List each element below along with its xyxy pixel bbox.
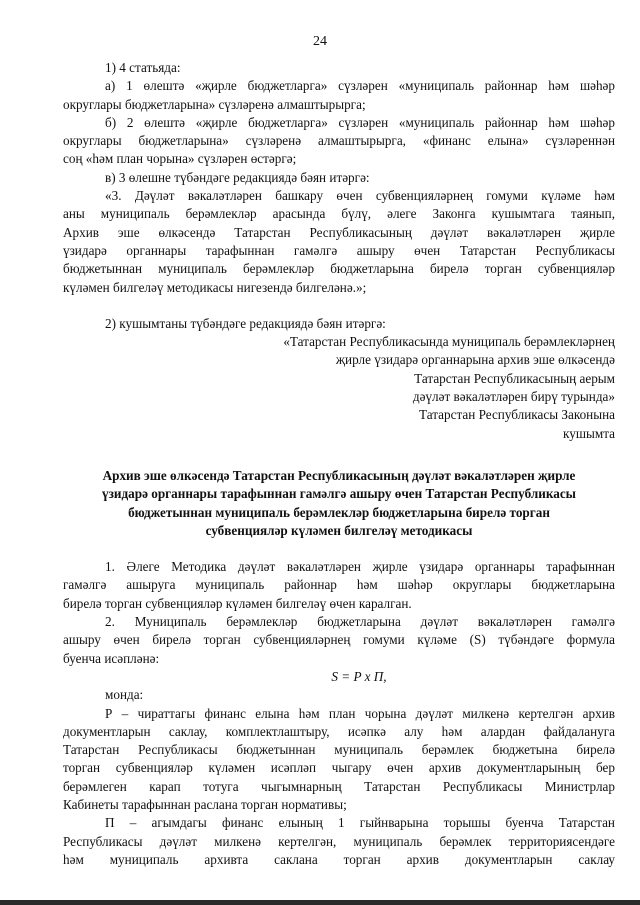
title-line: үзидарә органнары тарафыннан гамәлгә ашыру өчен Татарстан Республикасы [102, 486, 576, 502]
paragraph: 2. Муниципаль берәмлекләр бюджетларына дәүләт вәкаләтләрен гамәлгә [105, 614, 615, 630]
quote-line: күләмен билгеләү методикасы нигезендә билгеләнә.»; [63, 279, 367, 295]
paragraph: в) 3 өлешне түбәндәге редакциядә бәян итәргә: [105, 169, 370, 185]
definition-line: Республикасы дәүләт милкенә кертелгән, муниципаль берәмлек территориясендәге [63, 833, 615, 849]
scan-edge-bar [0, 900, 640, 905]
annex-line: Татарстан Республикасы Законына [419, 407, 615, 423]
annex-header [63, 333, 615, 443]
definition-line: Татарстан Республикасы бюджетыннан муниципаль берәмлек бюджетына бирелә [63, 742, 615, 758]
definition-line: документларын саклау, комплектлаштыру, исәпкә алу һәм алардан файдалануга [63, 723, 615, 739]
paragraph: бирелә торган субвенцияләр күләмен билгеләү өчен каралган. [63, 595, 412, 611]
annex-line: кушымта [563, 425, 615, 441]
title-line: субвенцияләр күләмен билгеләү методикасы [205, 522, 473, 538]
spacer [63, 540, 615, 558]
definition-line: П – агымдагы финанс елының 1 гыйнварына торышы буенча Татарстан [105, 815, 615, 831]
annex-line: дәүләт вәкаләтләрен бирү турында» [412, 389, 615, 405]
definition-line: берәмлеген карап тотуга чыгымнарның Татарстан Республикасы Министрлар [63, 778, 615, 794]
paragraph: а) 1 өлештә «җирле бюджетларга» сүзләрен «муниципаль районнар һәм шәһәр [105, 78, 615, 94]
definition-line: һәм муниципаль архивта саклана торган архив документларын саклау [63, 851, 615, 867]
paragraph: монда: [105, 687, 144, 703]
quote-line: бюджетыннан муниципаль берәмлекләр бюджетларына бирелә торган субвенцияләр [63, 261, 615, 277]
annex-line: «Татарстан Республикасында муниципаль берәмлекләрнең [283, 334, 615, 350]
annex-line: Татарстан Республикасының аерым [414, 370, 615, 386]
paragraph: б) 2 өлештә «җирле бюджетларга» сүзләрен «муниципаль районнар һәм шәһәр [105, 114, 615, 130]
quote-line: аны муниципаль берәмлекләр арасында бүлү, әлеге Законга кушымтага таянып, [63, 206, 615, 222]
paragraph: гамәлгә ашыруга муниципаль районнар һәм шәһәр округлары бюджетларына [63, 577, 615, 593]
title-line: бюджетыннан муниципаль берәмлекләр бюджетларына бирелә торган [128, 504, 550, 520]
annex-line: җирле үзидарә органнарына архив эше өлкәсендә [335, 352, 615, 368]
paragraph: 1) 4 статьяда: [105, 60, 181, 75]
paragraph: соң «һәм план чорына» сүзләрен өстәргә; [63, 151, 297, 167]
page-number: 24 [313, 34, 327, 49]
quote-line: үзидарә органнары тарафыннан гамәлгә ашыру өчен Татарстан Республикасы [63, 242, 615, 258]
paragraph: ашыру өчен бирелә торган субвенцияләрнең гомуми күләме (S) түбәндәге формула [63, 632, 615, 648]
definition-line: Кабинеты тарафыннан раслана торган нормативы; [63, 796, 347, 812]
formula: S = P x П, [331, 668, 387, 684]
paragraph: округлары бюджетларына» сүзләренә алмаштырырга; [63, 96, 366, 112]
spacer [63, 297, 615, 315]
spacer [63, 443, 615, 461]
paragraph: 2) кушымтаны түбәндәге редакциядә бәян итәргә: [105, 315, 386, 331]
paragraph: округлары бюджетларына» сүзләренә алмаштырырга, «финанс елына» сүзләреннән [63, 133, 615, 149]
definition-line: торган субвенцияләр күләмен исәпләп чыгару өчен архив документларының бер [63, 760, 615, 776]
title-line: Архив эше өлкәсендә Татарстан Республикасының дәүләт вәкаләтләрен җирле [102, 467, 576, 483]
quote-line: «3. Дәүләт вәкаләтләрен башкару өчен субвенцияләрнең гомуми күләме һәм [105, 188, 615, 204]
paragraph: буенча исәпләнә: [63, 650, 160, 666]
definition-line: Р – чираттагы финанс елына һәм план чорына дәүләт милкенә кертелгән архив [105, 705, 615, 721]
document-body [63, 59, 615, 869]
quote-line: Архив эше өлкәсендә Татарстан Республикасының дәүләт вәкаләтләрен җирле [63, 224, 615, 240]
methodology-title [63, 467, 615, 540]
paragraph: 1. Әлеге Методика дәүләт вәкаләтләрен җирле үзидарә органнары тарафыннан [105, 559, 615, 575]
